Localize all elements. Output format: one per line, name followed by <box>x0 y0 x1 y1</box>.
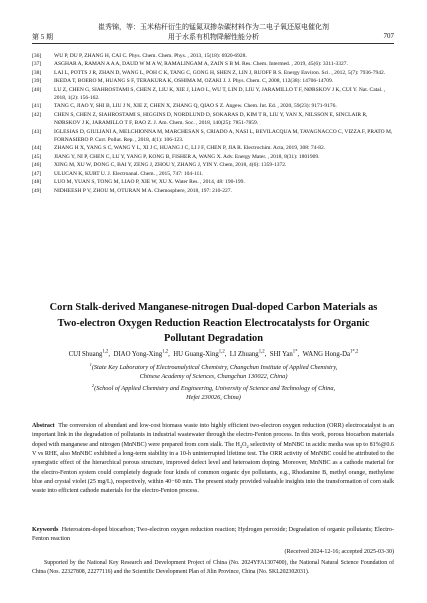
author-affiliation-mark: 1,2 <box>162 349 169 355</box>
received-dates: (Received 2024-12-16; accepted 2025-03-30) <box>284 549 394 555</box>
author <box>230 351 265 358</box>
reference-text: LAI L, POTTS J R, ZHAN D, WANG L, POH C K, TANG C, GONG H, SHEN Z, LIN J, RUOFF R S. Energy Environ. Sci. , 2012, 5(7): 7936-7942. <box>54 69 386 76</box>
abstract <box>32 422 394 497</box>
author-affiliation-mark: 1,2 <box>258 349 265 355</box>
reference-item <box>32 69 394 77</box>
reference-number: [45] <box>32 153 42 160</box>
reference-text: NIDHEESH P V, ZHOU M, OTURAN M A. Chemosphere, 2018, 197: 210-227. <box>54 187 232 194</box>
reference-number: [41] <box>32 103 42 110</box>
author <box>113 351 168 358</box>
reference-item <box>32 52 394 60</box>
running-header <box>0 20 427 46</box>
header-article-title: 崔秀锦，等：玉米秸秆衍生的锰氮双掺杂碳材料作为二电子氧还原电催化剂 <box>98 23 329 31</box>
affiliation-1-mark: 1 <box>89 361 92 367</box>
reference-number: [49] <box>32 187 42 194</box>
author-name: SHI Yan <box>269 351 293 358</box>
reference-text: WU P, DU P, ZHANG H, CAI C. Phys. Chem. Chem. Phys. , 2013, 15(18): 6920-6928. <box>54 53 247 59</box>
reference-item <box>32 170 394 178</box>
reference-number: [42] <box>32 111 42 118</box>
author-name: CUI Shuang <box>68 351 103 358</box>
reference-text: XING M, XU W, DONG C, BAI Y, ZENG J, ZHOU Y, ZHANG J, YIN Y. Chem, 2018, 4(6): 1359-1372. <box>54 162 287 169</box>
reference-list <box>32 52 394 195</box>
reference-number: [47] <box>32 170 42 177</box>
reference-text: IKEDA T, BOERO M, HUANG S F, TERAKURA K, OSHIMA M, OZAKI J. J. Phys. Chem. C, 2008, 112(38): 14706-14709. <box>54 78 334 85</box>
reference-number: [44] <box>32 145 42 152</box>
author <box>303 351 359 358</box>
author <box>173 351 224 358</box>
abstract-text-1: The conversion of abundant and low-cost biomass waste into highly efficient two-electron oxygen reduction (ORR) electrocatalyst is an important link in the degradation of pollutants in industrial wastewater through the electro-Fenton process. In this work, porous biocarbon materials doped with manganese and nitrogen (MnNBC) were prepared from corn stalk. The H <box>32 423 395 448</box>
affiliation-1 <box>30 363 397 382</box>
reference-number: [39] <box>32 78 42 85</box>
reference-item <box>32 153 394 161</box>
reference-number: [36] <box>32 53 42 59</box>
header-issue: 第 5 期 <box>32 33 53 41</box>
author-name: WANG Hong-Da <box>302 351 351 358</box>
reference-text: IGLESIAS D, GIULIANI A, MELCHIONNA M, MARCHESAN S, CRIADO A, NASI L, BEVILACQUA M, TAVAGNACCO C, VIZZA F, PRATO M, FORNASIERO P. Curr. Pollut. Rep. , 2018, 4(1): 106-123. <box>54 128 393 144</box>
reference-number: [48] <box>32 179 42 186</box>
reference-item <box>32 178 394 186</box>
affiliation-1-line1: (State Key Laboratory of Electroanalytical Chemistry, Changchun Institute of Applied Chemistry, <box>91 364 338 371</box>
reference-number: [37] <box>32 61 42 68</box>
reference-item <box>32 60 394 68</box>
affiliation-1-line2: Chinese Academy of Sciences, Changchun 130022, China) <box>139 373 288 381</box>
abstract-text-2: selectivity of MnNBC in acidic media was up to 81%@0.6 V vs RHE, also MnNBC exhibited a long-term stability in a 10-h uninterrupted lifetime test. The ORR activity of MnNBC could be attributed to the synergistic effect of the hierarchical porous structure, improved defect level and heteroatom doping. Moreover, MnNBC as a cathode material for the electro-Fenton system could completely degrade four kinds of common organic dye pollutants, e.g., Rhodamine B, methyl orange, methylene blue and crystal violet (25 mg/L), respectively, within 40−60 min. The present study provided valuable insights into the transformation of corn stalk waste into efficient cathode materials for the electro-Fenton process. <box>32 441 394 495</box>
author-affiliation-mark: 1,2 <box>218 349 225 355</box>
author-affiliation-mark: 1 <box>350 349 353 355</box>
reference-text: LU Z, CHEN G, SIAHROSTAMI S, CHEN Z, LIU K, XIE J, LIAO L, WU T, LIN D, LIU Y, JARAMILLO T F, NØRSKOV J K, CUI Y. Nat. Catal. , 2018, 1(2): 156-162. <box>54 86 386 102</box>
author-name: HU Guang-Xing <box>173 351 219 358</box>
reference-number: [46] <box>32 162 42 169</box>
reference-text: ASGHAR A, RAMAN A A A, DAUD W M A W, RAMALINGAM A, ZAIN S B M. Res. Chem. Intermed. , 2019, 45(6): 3311-3327. <box>54 61 348 68</box>
reference-text: CHEN S, CHEN Z, SIAHROSTAMI S, HIGGINS D, NORDLUND D, SOKARAS D, KIM T R, LIU Y, YAN X, NILSSON E, SINCLAIR R, NØRSKOV J K, JARAMILLO T F, BAO Z. J. Am. Chem. Soc. , 2018, 140(25): 7851-7859. <box>54 111 368 127</box>
reference-item <box>32 111 394 128</box>
header-rule <box>32 43 394 44</box>
keywords <box>32 526 394 545</box>
header-page-number: 707 <box>383 32 394 40</box>
keywords-label: Keywords <box>32 527 59 533</box>
author-affiliation-mark: 1,2 <box>102 349 109 355</box>
author-corresponding-mark: *,2 <box>352 349 359 355</box>
reference-item <box>32 86 394 103</box>
reference-text: ULUCAN K, KURT U. J. Electroanal. Chem. , 2015, 747: 104-111. <box>54 170 204 177</box>
author-name: LI Zhuang <box>229 351 259 358</box>
reference-text: LUO M, YUAN S, TONG M, LIAO P, XIE W, XU X. Water Res. , 2014, 48: 190-199. <box>54 179 245 186</box>
affiliation-2 <box>30 384 397 403</box>
abstract-sub-1: 2 <box>239 443 243 449</box>
reference-item <box>32 77 394 85</box>
reference-number: [43] <box>32 128 42 135</box>
author-list: CUI Shuang$^{1,2}$, DIAO Yong-Xing$^{1,2}$, HU Guang-Xing$^{1,2}$, LI Zhuang$^{1,2}$, SHI Yan$^{1*}$, WANG Hong-$Da^{1*,2}$ <box>68 349 359 358</box>
affiliation-2-mark: 2 <box>91 382 95 388</box>
author-affiliation-mark: 1 <box>292 349 296 355</box>
author <box>270 351 298 358</box>
reference-item <box>32 128 394 145</box>
author <box>69 351 109 358</box>
reference-item <box>32 161 394 169</box>
affiliation-2-line2: Hefei 230026, China) <box>186 394 241 402</box>
funding-note: Supported by the National Key Research and Development Project of China (No. 2024YFA1307400), the National Natural Science Foundation of China (Nos. 22327808, 22277116) and the Scientific Development Plan of Jilin Province, China (No. SKL202302031). <box>32 560 394 575</box>
author-corresponding-mark: * <box>295 349 298 355</box>
reference-number: [38] <box>32 69 42 76</box>
reference-text: TANG C, JIAO Y, SHI B, LIU J N, XIE Z, CHEN X, ZHANG Q, QIAO S Z. Angew. Chem. Int. Ed. , 2020, 59(23): 9171-9176. <box>54 103 337 110</box>
abstract-label: Abstract <box>32 423 55 429</box>
reference-item <box>32 187 394 195</box>
header-article-title-cont: 用于水系有机物降解性能分析 <box>168 33 259 41</box>
reference-item <box>32 144 394 152</box>
abstract-text-o: O <box>242 441 247 448</box>
author-name: DIAO Yong-Xing <box>113 351 163 358</box>
abstract-sub-2: 2 <box>246 443 249 449</box>
reference-number: [40] <box>32 86 42 93</box>
keywords-text: Heteroatom-doped biocarbon; Two-electron oxygen reduction reaction; Hydrogen peroxide; Degradation of organic pollutants; Electro-Fenton reaction <box>32 527 395 543</box>
reference-text: ZHANG H X, YANG S C, WANG Y L, XI J C, HUANG J C, LI J F, CHEN P, JIA R. Electrochim. Acta, 2019, 308: 74-82. <box>54 145 326 152</box>
affiliation-2-line1: (School of Applied Chemistry and Engineering, University of Science and Technology of China, <box>94 385 336 392</box>
article-title: Corn Stalk-derived Manganese-nitrogen Dual-doped Carbon Materials as Two-electron Oxygen Reduction Reaction Electrocatalysts for Organic Pollutant Degradation <box>49 302 378 344</box>
reference-text: JIANG Y, NI P, CHEN C, LU Y, YANG P, KONG B, FISHER A, WANG X. Adv. Energy Mater. , 2018, 8(31): 1801909. <box>54 153 320 160</box>
reference-item <box>32 102 394 110</box>
